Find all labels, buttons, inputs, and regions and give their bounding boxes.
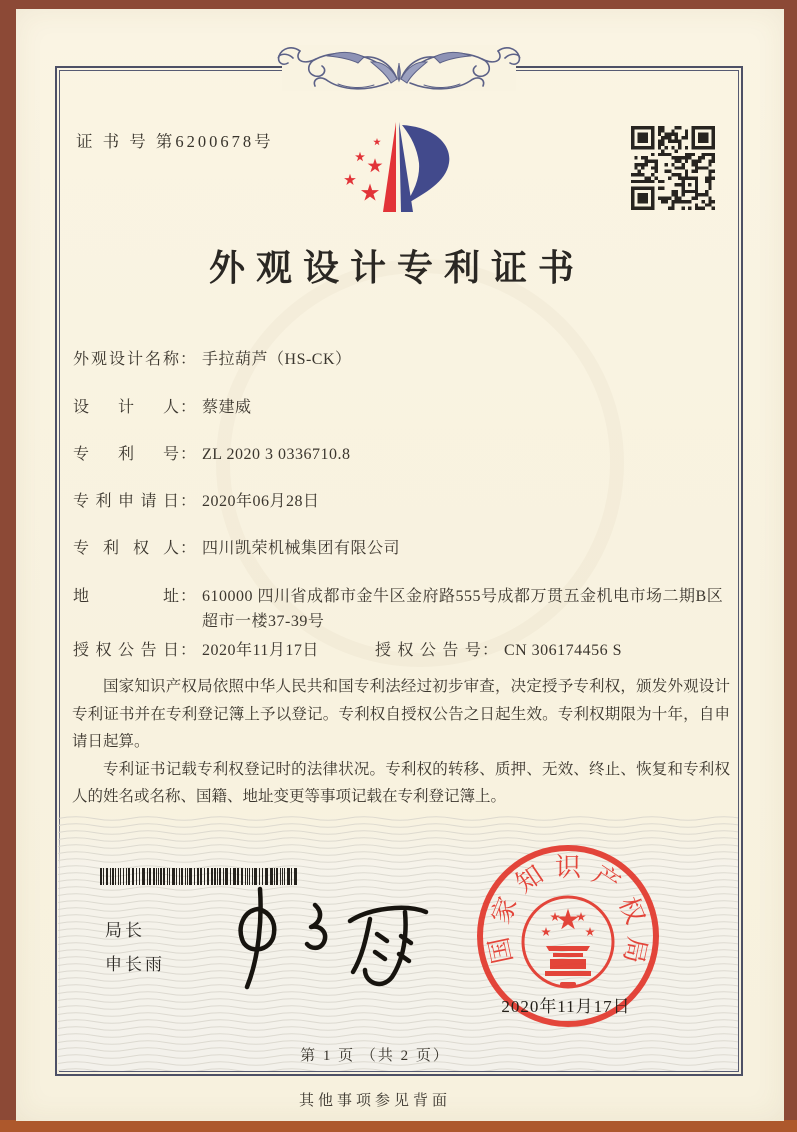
- field-label: 设计人: [73, 399, 179, 416]
- field-colon: ：: [180, 493, 197, 510]
- legal-paragraph-1: 国家知识产权局依照中华人民共和国专利法经过初步审查，决定授予专利权，颁发外观设计专利证书并在专利登记簿上予以登记。专利权自授权公告之日起生效。专利权期限为十年，自申请日起算。: [72, 678, 730, 750]
- seal-date: 2020年11月17日: [501, 997, 631, 1016]
- field-value: ZL 2020 3 0336710.8: [202, 446, 351, 463]
- field-row-design-name: [73, 347, 352, 372]
- field-colon: ：: [481, 642, 498, 659]
- field-row-designer: [73, 395, 252, 420]
- field-label: 授权公告日: [73, 642, 179, 659]
- field-colon: ：: [180, 446, 197, 463]
- field-label: 专利号: [73, 446, 179, 463]
- certificate-paper: [16, 9, 784, 1121]
- field-value: 2020年11月17日: [202, 642, 319, 659]
- field-label: 专利申请日: [73, 493, 179, 510]
- director-block: [105, 914, 165, 982]
- certificate-title: 外观设计专利证书: [208, 248, 585, 288]
- legal-text: [72, 673, 730, 811]
- field-colon: ：: [180, 540, 197, 557]
- field-value: 四川凯荣机械集团有限公司: [202, 540, 401, 557]
- director-title: 局长: [105, 921, 145, 940]
- legal-paragraph-2: 专利证书记载专利权登记时的法律状况。专利权的转移、质押、无效、终止、恢复和专利权人的姓名或名称、国籍、地址变更等事项记载在专利登记簿上。: [72, 760, 730, 805]
- back-side-note: 其他事项参见背面: [298, 1093, 451, 1109]
- field-colon: ：: [180, 642, 197, 659]
- director-signature: [218, 877, 443, 1002]
- field-label: 专利权人: [73, 540, 179, 557]
- seal-char: 产: [587, 859, 626, 899]
- field-label: 外观设计名称: [73, 351, 179, 368]
- field-value: 手拉葫芦（HS-CK）: [202, 351, 352, 368]
- field-row-address: [73, 584, 736, 634]
- field-row-patent-no: [73, 442, 350, 467]
- field-colon: ：: [180, 399, 197, 416]
- qr-code: [631, 126, 715, 210]
- field-label: 地址: [73, 588, 179, 605]
- field-colon: ：: [180, 351, 197, 368]
- page-number: 第 1 页 （共 2 页）: [300, 1048, 450, 1064]
- field-value: 蔡建威: [202, 399, 252, 416]
- dragon-ornament-icon: [274, 39, 524, 97]
- field-value-grant-pub-no: CN 306174456 S: [503, 642, 623, 659]
- director-name: 申长雨: [105, 955, 165, 974]
- national-emblem-icon: [523, 897, 613, 987]
- seal-char: 知: [510, 859, 549, 899]
- certificate-number: 证 书 号 第6200678号: [76, 132, 274, 151]
- seal-char: 局: [618, 934, 652, 966]
- field-colon: ：: [180, 588, 197, 605]
- field-value: 610000 四川省成都市金牛区金府路555号成都万贯五金机电市场二期B区超市一楼37-39号: [202, 588, 724, 630]
- seal-char: 国: [484, 934, 518, 966]
- photo-bottom-edge: [0, 1120, 797, 1132]
- field-row-filing-date: [73, 489, 320, 514]
- field-label-grant-pub-no: 授权公告号: [374, 642, 481, 659]
- seal-char: 家: [486, 892, 523, 928]
- cnipa-logo-icon: [333, 109, 468, 239]
- seal-char: 识: [554, 853, 582, 882]
- seal-char: 权: [613, 892, 650, 928]
- field-row-patentee: [73, 536, 400, 561]
- field-row-grant: [73, 638, 622, 663]
- field-value: 2020年06月28日: [202, 493, 320, 510]
